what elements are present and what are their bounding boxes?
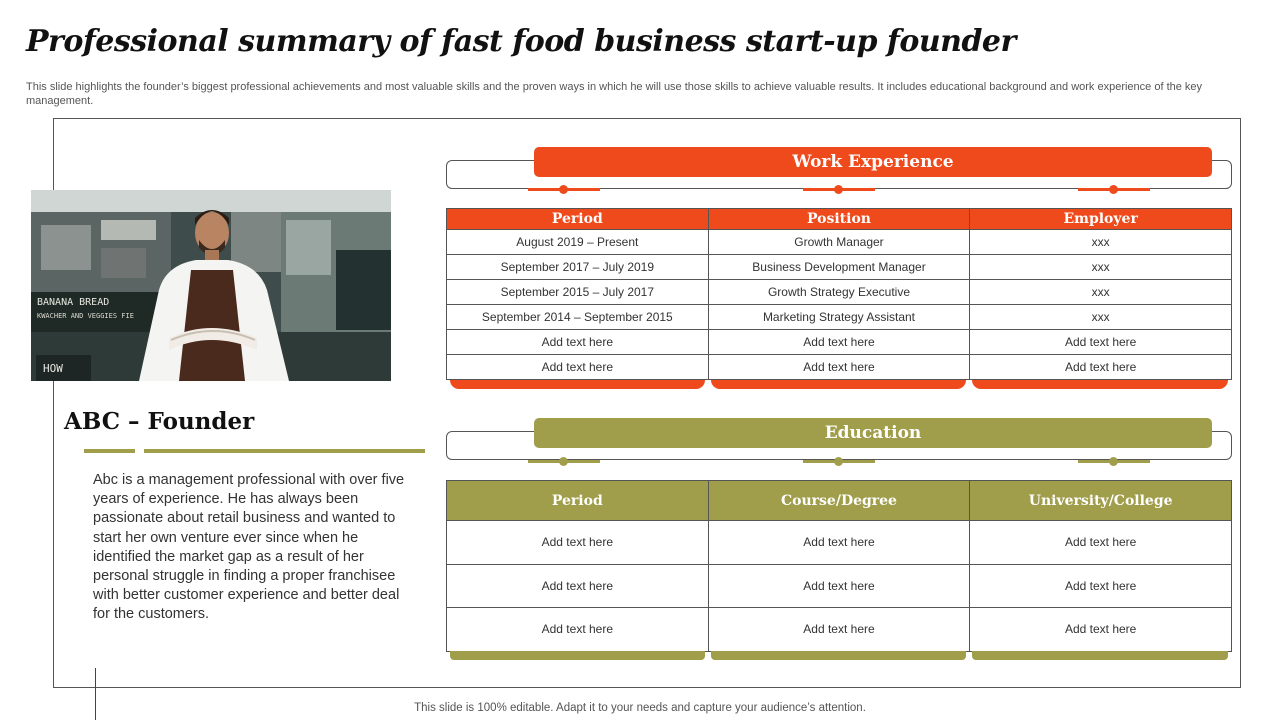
header-period: Period bbox=[447, 209, 709, 230]
table-row bbox=[447, 230, 1232, 255]
work-experience-table bbox=[446, 208, 1232, 380]
table-cell: August 2019 – Present bbox=[447, 230, 709, 255]
table-header-row bbox=[447, 481, 1232, 521]
table-cell: Add text here bbox=[708, 608, 970, 652]
table-cell: September 2014 – September 2015 bbox=[447, 305, 709, 330]
table-cell: Add text here bbox=[970, 608, 1232, 652]
founder-bio: Abc is a management professional with over five years of experience. He has always been passionate about retail business and wanted to start her own venture ever since when he identified the market gap as a result of her personal struggle in finding a proper franchisee with better customer experience and better deal for the customers. bbox=[93, 472, 405, 623]
table-cell: xxx bbox=[970, 255, 1232, 280]
edu-connector-1 bbox=[528, 460, 600, 463]
header-position: Position bbox=[708, 209, 970, 230]
table-row bbox=[447, 521, 1232, 565]
table-row bbox=[447, 564, 1232, 608]
work-connector-2 bbox=[803, 188, 875, 191]
table-cell: Marketing Strategy Assistant bbox=[708, 305, 970, 330]
table-row bbox=[447, 355, 1232, 380]
table-row bbox=[447, 330, 1232, 355]
underline-short bbox=[84, 449, 135, 453]
work-connector-3 bbox=[1078, 188, 1150, 191]
table-cell: Add text here bbox=[447, 564, 709, 608]
photo-sign-text: BANANA BREAD bbox=[37, 297, 110, 308]
table-cell: xxx bbox=[970, 280, 1232, 305]
edu-connector-2 bbox=[803, 460, 875, 463]
work-experience-banner: Work Experience bbox=[534, 147, 1212, 177]
table-cell: xxx bbox=[970, 230, 1232, 255]
table-cell: Growth Manager bbox=[708, 230, 970, 255]
work-tab-1 bbox=[450, 380, 705, 389]
education-table bbox=[446, 480, 1232, 652]
table-cell: Add text here bbox=[447, 521, 709, 565]
work-tab-2 bbox=[711, 380, 966, 389]
photo-sign-text-2: KWACHER AND VEGGIES FIE bbox=[37, 312, 134, 320]
table-row bbox=[447, 608, 1232, 652]
work-tab-3 bbox=[972, 380, 1228, 389]
table-cell: Add text here bbox=[708, 355, 970, 380]
table-cell: Add text here bbox=[447, 608, 709, 652]
edu-connector-3 bbox=[1078, 460, 1150, 463]
edu-tab-1 bbox=[450, 651, 705, 660]
table-cell: Add text here bbox=[447, 355, 709, 380]
underline-long bbox=[144, 449, 425, 453]
table-cell: Add text here bbox=[970, 330, 1232, 355]
photo-board-text: HOW bbox=[43, 362, 63, 375]
table-header-row bbox=[447, 209, 1232, 230]
table-cell: Growth Strategy Executive bbox=[708, 280, 970, 305]
table-cell: xxx bbox=[970, 305, 1232, 330]
edu-tab-2 bbox=[711, 651, 966, 660]
education-banner: Education bbox=[534, 418, 1212, 448]
header-employer: Employer bbox=[970, 209, 1232, 230]
header-university-college: University/College bbox=[970, 481, 1232, 521]
work-connector-1 bbox=[528, 188, 600, 191]
table-cell: Add text here bbox=[970, 564, 1232, 608]
edu-tab-3 bbox=[972, 651, 1228, 660]
table-cell: Add text here bbox=[708, 521, 970, 565]
table-cell: Add text here bbox=[970, 355, 1232, 380]
table-cell: Add text here bbox=[447, 330, 709, 355]
slide-footer: This slide is 100% editable. Adapt it to your needs and capture your audience’s attention. bbox=[414, 702, 866, 714]
table-row bbox=[447, 280, 1232, 305]
founder-photo bbox=[31, 190, 391, 381]
table-row bbox=[447, 305, 1232, 330]
table-row bbox=[447, 255, 1232, 280]
header-period: Period bbox=[447, 481, 709, 521]
founder-name: ABC – Founder bbox=[64, 408, 255, 435]
table-cell: September 2015 – July 2017 bbox=[447, 280, 709, 305]
table-cell: September 2017 – July 2019 bbox=[447, 255, 709, 280]
table-cell: Business Development Manager bbox=[708, 255, 970, 280]
table-cell: Add text here bbox=[970, 521, 1232, 565]
slide-subtitle: This slide highlights the founder’s biggest professional achievements and most valuable skills and the proven ways in which he will use those skills to achieve valuable results. It includes educational background and work experience of the key management. bbox=[26, 81, 1203, 107]
table-cell: Add text here bbox=[708, 330, 970, 355]
header-course-degree: Course/Degree bbox=[708, 481, 970, 521]
table-cell: Add text here bbox=[708, 564, 970, 608]
slide-title: Professional summary of fast food business start-up founder bbox=[26, 24, 1016, 59]
